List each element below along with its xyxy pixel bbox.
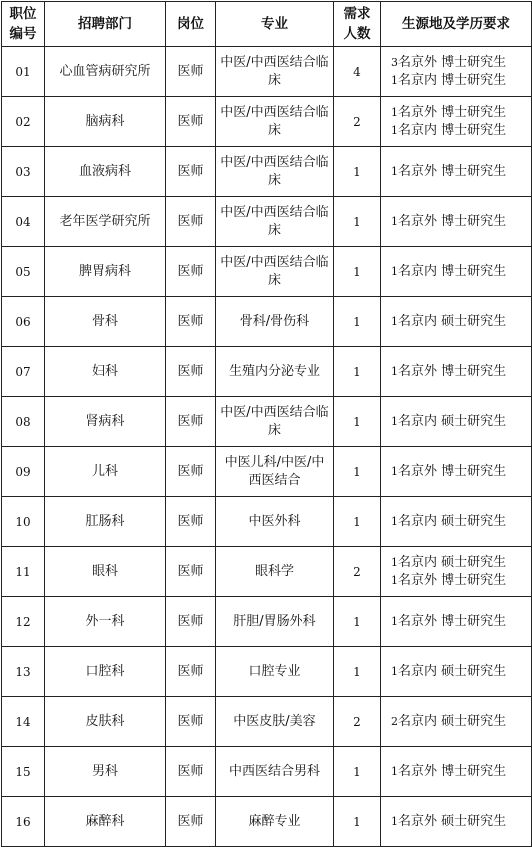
cell-dept: 脑病科: [45, 97, 166, 147]
cell-major: 生殖内分泌专业: [216, 347, 334, 397]
req-count: 3: [391, 55, 398, 69]
table-row: [2, 797, 532, 847]
req-count: 1: [391, 364, 398, 378]
cell-count: 1: [334, 447, 381, 497]
cell-dept: 心血管病研究所: [45, 47, 166, 97]
req-line: [391, 763, 529, 781]
req-count: 1: [391, 814, 398, 828]
req-line: [391, 104, 529, 122]
cell-major: 中医外科: [216, 497, 334, 547]
cell-req: [381, 97, 532, 147]
cell-major: 眼科学: [216, 547, 334, 597]
cell-id: 14: [2, 697, 45, 747]
cell-major: 中医/中西医结合临床: [216, 47, 334, 97]
req-text: 名京外 博士研究生: [398, 104, 507, 120]
req-text: 名京外 博士研究生: [398, 463, 507, 479]
header-dept: 招聘部门: [45, 2, 166, 47]
cell-position: 医师: [166, 47, 216, 97]
req-line: [391, 813, 529, 831]
header-major: 专业: [216, 2, 334, 47]
cell-position: 医师: [166, 147, 216, 197]
cell-count: 1: [334, 647, 381, 697]
cell-id: 09: [2, 447, 45, 497]
cell-req: [381, 597, 532, 647]
req-text: 名京内 硕士研究生: [398, 554, 507, 570]
cell-major: 肝胆/胃肠外科: [216, 597, 334, 647]
req-text: 名京外 博士研究生: [398, 572, 507, 588]
req-line: [391, 413, 529, 431]
req-text: 名京外 博士研究生: [398, 163, 507, 179]
cell-major: 中医儿科/中医/中西医结合: [216, 447, 334, 497]
cell-id: 15: [2, 747, 45, 797]
cell-req: [381, 647, 532, 697]
cell-position: 医师: [166, 497, 216, 547]
cell-count: 1: [334, 297, 381, 347]
cell-req: [381, 347, 532, 397]
req-line: [391, 363, 529, 381]
cell-count: 1: [334, 597, 381, 647]
cell-dept: 眼科: [45, 547, 166, 597]
cell-dept: 骨科: [45, 297, 166, 347]
cell-req: [381, 797, 532, 847]
table-row: [2, 47, 532, 97]
cell-dept: 外一科: [45, 597, 166, 647]
cell-req: [381, 297, 532, 347]
cell-count: 1: [334, 347, 381, 397]
req-count: 1: [391, 573, 398, 587]
cell-count: 1: [334, 747, 381, 797]
cell-id: 12: [2, 597, 45, 647]
cell-position: 医师: [166, 347, 216, 397]
req-text: 名京外 博士研究生: [398, 363, 507, 379]
cell-req: [381, 697, 532, 747]
cell-major: 口腔专业: [216, 647, 334, 697]
req-line: [391, 213, 529, 231]
req-text: 名京内 博士研究生: [398, 263, 507, 279]
cell-count: 2: [334, 97, 381, 147]
cell-count: 1: [334, 397, 381, 447]
cell-major: 骨科/骨伤科: [216, 297, 334, 347]
req-text: 名京内 硕士研究生: [398, 663, 507, 679]
cell-major: 中西医结合男科: [216, 747, 334, 797]
cell-req: [381, 247, 532, 297]
cell-req: [381, 47, 532, 97]
req-line: [391, 263, 529, 281]
req-line: [391, 72, 529, 90]
table-row: [2, 747, 532, 797]
cell-id: 13: [2, 647, 45, 697]
table-row: [2, 397, 532, 447]
cell-req: [381, 147, 532, 197]
req-count: 1: [391, 764, 398, 778]
req-text: 名京外 博士研究生: [398, 213, 507, 229]
cell-count: 1: [334, 247, 381, 297]
req-line: [391, 54, 529, 72]
req-text: 名京内 博士研究生: [398, 122, 507, 138]
cell-major: 中医/中西医结合临床: [216, 247, 334, 297]
cell-dept: 皮肤科: [45, 697, 166, 747]
cell-count: 1: [334, 197, 381, 247]
req-count: 1: [391, 105, 398, 119]
cell-dept: 儿科: [45, 447, 166, 497]
cell-position: 医师: [166, 597, 216, 647]
header-id: [2, 2, 45, 47]
cell-req: [381, 547, 532, 597]
req-line: [391, 572, 529, 590]
cell-req: [381, 197, 532, 247]
header-position: 岗位: [166, 2, 216, 47]
table-row: [2, 347, 532, 397]
req-count: 1: [391, 464, 398, 478]
cell-dept: 肾病科: [45, 397, 166, 447]
cell-major: 麻醉专业: [216, 797, 334, 847]
req-count: 1: [391, 264, 398, 278]
cell-dept: 男科: [45, 747, 166, 797]
cell-dept: 脾胃病科: [45, 247, 166, 297]
table-row: [2, 597, 532, 647]
req-count: 1: [391, 123, 398, 137]
header-count: [334, 2, 381, 47]
req-count: 1: [391, 73, 398, 87]
cell-position: 医师: [166, 247, 216, 297]
req-line: [391, 613, 529, 631]
cell-id: 07: [2, 347, 45, 397]
cell-dept: 肛肠科: [45, 497, 166, 547]
recruitment-table: [1, 1, 532, 847]
req-count: 1: [391, 164, 398, 178]
table-row: [2, 297, 532, 347]
cell-req: [381, 497, 532, 547]
table-body: [2, 47, 532, 847]
req-line: [391, 554, 529, 572]
cell-position: 医师: [166, 397, 216, 447]
cell-dept: 口腔科: [45, 647, 166, 697]
cell-position: 医师: [166, 197, 216, 247]
req-count: 2: [391, 714, 398, 728]
req-text: 名京内 硕士研究生: [398, 713, 507, 729]
header-count-line2: 人数: [343, 26, 371, 42]
req-count: 1: [391, 514, 398, 528]
header-count-line1: 需求: [343, 6, 371, 22]
cell-major: 中医/中西医结合临床: [216, 147, 334, 197]
cell-position: 医师: [166, 797, 216, 847]
table-row: [2, 197, 532, 247]
req-text: 名京外 博士研究生: [398, 763, 507, 779]
table-row: [2, 447, 532, 497]
header-id-line2: 编号: [9, 26, 37, 42]
table-row: [2, 547, 532, 597]
cell-position: 医师: [166, 97, 216, 147]
req-text: 名京内 硕士研究生: [398, 413, 507, 429]
cell-position: 医师: [166, 447, 216, 497]
req-count: 1: [391, 414, 398, 428]
cell-count: 1: [334, 147, 381, 197]
req-text: 名京内 硕士研究生: [398, 313, 507, 329]
cell-dept: 血液病科: [45, 147, 166, 197]
cell-req: [381, 397, 532, 447]
table-row: [2, 697, 532, 747]
cell-count: 4: [334, 47, 381, 97]
cell-id: 06: [2, 297, 45, 347]
cell-count: 1: [334, 797, 381, 847]
cell-dept: 妇科: [45, 347, 166, 397]
table-row: [2, 147, 532, 197]
header-req: 生源地及学历要求: [381, 2, 532, 47]
table-row: [2, 97, 532, 147]
req-line: [391, 313, 529, 331]
cell-id: 04: [2, 197, 45, 247]
cell-position: 医师: [166, 647, 216, 697]
req-line: [391, 122, 529, 140]
req-text: 名京内 硕士研究生: [398, 513, 507, 529]
req-text: 名京内 博士研究生: [398, 72, 507, 88]
cell-id: 08: [2, 397, 45, 447]
table-row: [2, 247, 532, 297]
req-line: [391, 713, 529, 731]
table-header: [2, 2, 532, 47]
cell-id: 16: [2, 797, 45, 847]
cell-id: 05: [2, 247, 45, 297]
req-count: 1: [391, 614, 398, 628]
table-row: [2, 647, 532, 697]
cell-position: 医师: [166, 747, 216, 797]
req-count: 1: [391, 314, 398, 328]
req-line: [391, 463, 529, 481]
cell-dept: 老年医学研究所: [45, 197, 166, 247]
cell-major: 中医/中西医结合临床: [216, 397, 334, 447]
cell-major: 中医皮肤/美容: [216, 697, 334, 747]
table-row: [2, 497, 532, 547]
cell-id: 03: [2, 147, 45, 197]
req-text: 名京外 博士研究生: [398, 54, 507, 70]
cell-count: 1: [334, 497, 381, 547]
cell-position: 医师: [166, 547, 216, 597]
req-count: 1: [391, 214, 398, 228]
req-line: [391, 163, 529, 181]
req-count: 1: [391, 555, 398, 569]
cell-id: 10: [2, 497, 45, 547]
req-text: 名京外 硕士研究生: [398, 813, 507, 829]
header-id-line1: 职位: [9, 6, 37, 22]
cell-count: 2: [334, 697, 381, 747]
cell-id: 01: [2, 47, 45, 97]
cell-position: 医师: [166, 297, 216, 347]
cell-count: 2: [334, 547, 381, 597]
cell-req: [381, 447, 532, 497]
cell-major: 中医/中西医结合临床: [216, 197, 334, 247]
req-count: 1: [391, 664, 398, 678]
req-line: [391, 513, 529, 531]
cell-dept: 麻醉科: [45, 797, 166, 847]
header-row: [2, 2, 532, 47]
cell-req: [381, 747, 532, 797]
cell-major: 中医/中西医结合临床: [216, 97, 334, 147]
req-text: 名京外 博士研究生: [398, 613, 507, 629]
req-line: [391, 663, 529, 681]
cell-id: 02: [2, 97, 45, 147]
cell-position: 医师: [166, 697, 216, 747]
cell-id: 11: [2, 547, 45, 597]
